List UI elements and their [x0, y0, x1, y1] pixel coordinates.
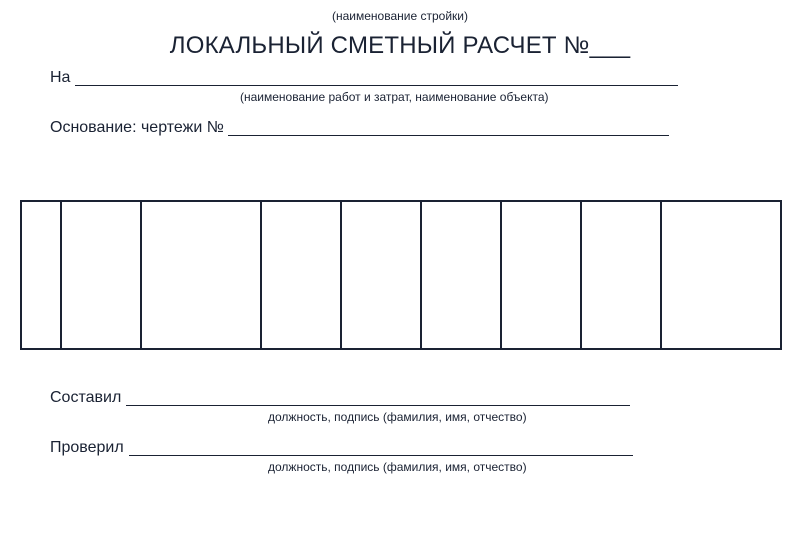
table-cell[interactable]	[21, 201, 61, 349]
table-cell[interactable]	[261, 201, 341, 349]
table-cell[interactable]	[421, 201, 501, 349]
table-cell[interactable]	[661, 201, 781, 349]
checked-by-label: Проверил	[50, 439, 124, 456]
compiled-by-input-line[interactable]	[126, 405, 630, 406]
compiled-by-caption: должность, подпись (фамилия, имя, отчество)	[268, 410, 527, 424]
table-cell[interactable]	[581, 201, 661, 349]
checked-by-input-line[interactable]	[129, 455, 633, 456]
table-cell[interactable]	[61, 201, 141, 349]
table-cell[interactable]	[141, 201, 261, 349]
table-cell[interactable]	[501, 201, 581, 349]
table-cell[interactable]	[341, 201, 421, 349]
checked-by-caption: должность, подпись (фамилия, имя, отчество)	[268, 460, 527, 474]
table-row	[21, 201, 781, 349]
compiled-by-label: Составил	[50, 389, 122, 406]
object-caption: (наименование работ и затрат, наименование объекта)	[240, 90, 549, 104]
page-title: ЛОКАЛЬНЫЙ СМЕТНЫЙ РАСЧЕТ №___	[169, 32, 631, 59]
construction-name-caption: (наименование стройки)	[332, 9, 468, 23]
basis-label: Основание: чертежи №	[50, 119, 224, 136]
basis-input-line[interactable]	[228, 135, 669, 136]
estimate-table	[20, 200, 782, 350]
object-label: На	[50, 69, 71, 86]
object-input-line[interactable]	[75, 85, 678, 86]
